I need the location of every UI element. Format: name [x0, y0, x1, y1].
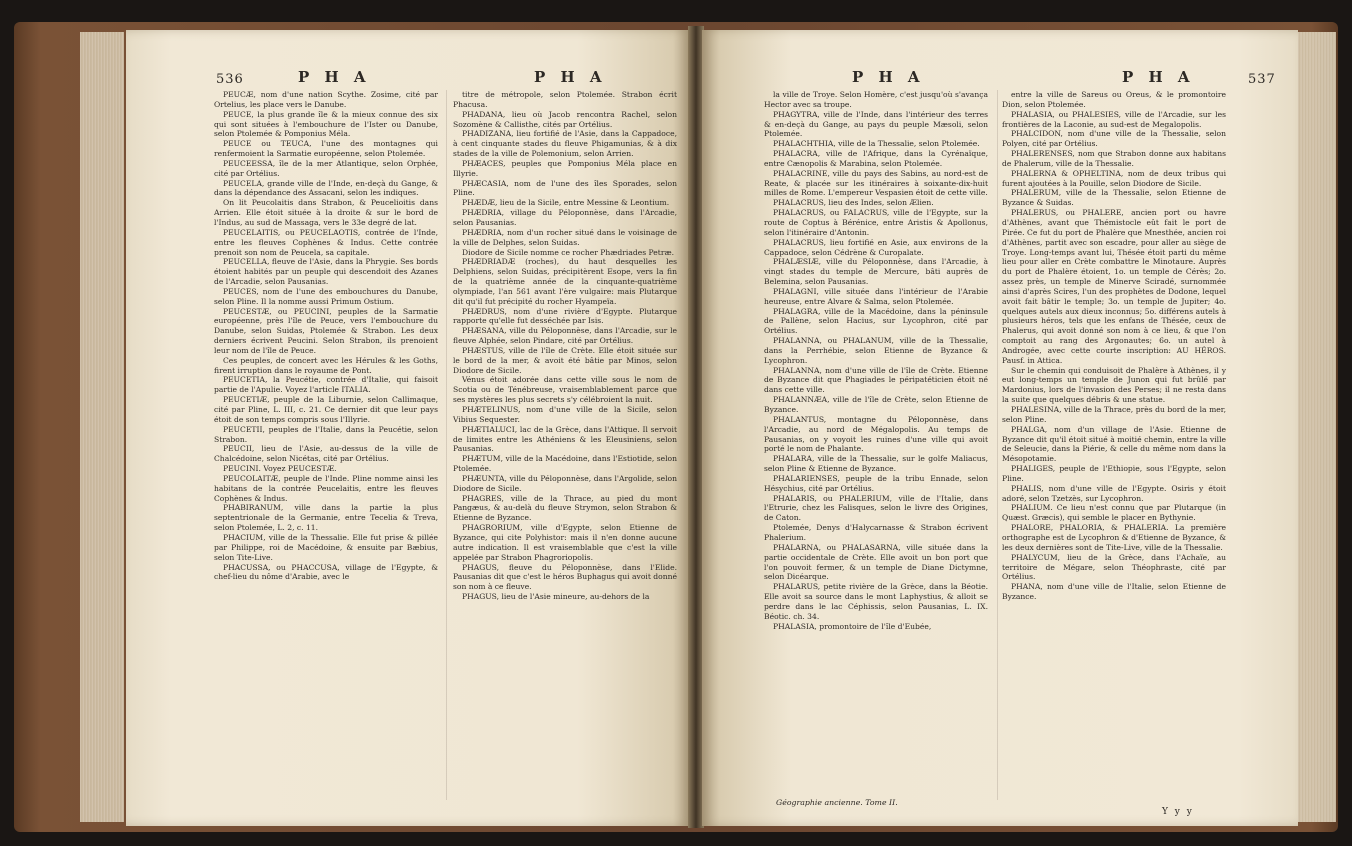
- column-divider: [997, 90, 998, 800]
- dictionary-entry: PHÆTELINUS, nom d'une ville de la Sicile, selon Vibius Sequester.: [453, 405, 677, 424]
- dictionary-entry: PHÆDÆ, lieu de la Sicile, entre Messine & Leontium.: [462, 198, 670, 208]
- dictionary-entry: PHALERUS, ou PHALERE, ancien port ou havre d'Athènes, avant que Thémistocle eût fait le port de Pirée. Ce fut du port de Phalère que Mnesthée, ancien roi d'Athènes, partit avec son escadre, pour aller au siège de Troye. Long-temps avant lui, Thésée étoit parti du même lieu pour aller en Crète combattre le Minotaure. Auprès du port de Phalère étoient, 1o. un temple de Cérès; 2o. assez près, un temple de Minerve Sciradé, surnommée ainsi d'après Scires, l'un des prophètes de Dodone, lequel avoit fait bâtir le temple; 3o. un temple de Jupiter; 4o. quelques autels aux dieux inconnus; 5o. différens autels à plusieurs héros, tels que les enfans de Thésée, ceux de Phalerus, qui avoit donné son nom à ce lieu, & que l'on comptoit au rang des Argonautes; 6o. un autel à Androgée, avec cette courte inscription: AU HÉROS. Pausf. in Attica.: [1002, 208, 1226, 365]
- dictionary-entry: PHALASIA, promontoire de l'île d'Eubée,: [773, 621, 932, 631]
- dictionary-entry: PHALIS, nom d'une ville de l'Egypte. Osiris y étoit adoré, selon Tzetzès, sur Lycophron.: [1002, 483, 1226, 503]
- dictionary-entry: PEUCELAITIS, ou PEUCELAOTIS, contrée de l'Inde, entre les fleuves Cophènes & Indus. Cette contrée prenoit son nom de Peucela, sa capitale.: [214, 227, 438, 257]
- signature-mark: Y y y: [1162, 807, 1194, 817]
- dictionary-entry: PHALERUM, ville de la Thessalie, selon Etienne de Byzance & Suidas.: [1002, 188, 1226, 208]
- dictionary-entry: PHAGUS, fleuve du Péloponnèse, dans l'Elide. Pausanias dit que c'est le héros Buphagus qui avoit donné son nom à ce fleuve.: [453, 562, 678, 592]
- dictionary-entry: PHAGYTRA, ville de l'Inde, dans l'intérieur des terres & en-deçà du Gange, au pays du peuple Mæsoli, selon Ptolemée.: [764, 109, 988, 139]
- dictionary-entry: PEUCINI. Voyez PEUCESTÆ.: [223, 464, 337, 474]
- dictionary-entry: PHALIUM. Ce lieu n'est connu que par Plutarque (in Quæst. Græcis), qui semble le placer en Bythynie.: [1002, 503, 1226, 523]
- dictionary-entry: PHALANNÆA, ville de l'île de Crète, selon Etienne de Byzance.: [764, 395, 988, 414]
- running-head-right-col2: P H A: [1122, 68, 1195, 86]
- dictionary-entry: Ces peuples, de concert avec les Hérules & les Goths, firent irruption dans le royaume de Pont.: [214, 355, 438, 375]
- dictionary-entry: titre de métropole, selon Ptolemée. Strabon écrit Phacusa.: [453, 90, 677, 109]
- dictionary-entry: PHALACRA, ville de l'Afrique, dans la Cyrénaïque, entre Cænopolis & Marabina, selon Ptolemée.: [764, 149, 988, 168]
- dictionary-entry: PEUCESTÆ, ou PEUCINI, peuples de la Sarmatie européenne, près l'île de Peuce, vers l'embouchure du Danube, selon Suidas, Ptolemée & Strabon. Les deux derniers écrivent Peucini. Selon Strabon, ils prenoient leur nom de l'île de Peuce.: [214, 306, 438, 355]
- dictionary-entry: PHACUSSA, ou PHACCUSA, village de l'Egypte, & chef-lieu du nôme d'Arabie, avec le: [214, 562, 438, 582]
- dictionary-entry: Ptolemée, Denys d'Halycarnasse & Strabon écrivent Phalerium.: [764, 523, 988, 542]
- dictionary-entry: PEUCEESSA, île de la mer Atlantique, selon Orphée, cité par Ortélius.: [214, 158, 438, 178]
- column-divider: [446, 90, 447, 800]
- right-page: [702, 30, 1298, 826]
- page-number-left: 536: [216, 72, 244, 87]
- dictionary-entry: PHALERENSES, nom que Strabon donne aux habitans de Phalerum, ville de la Thessalie.: [1002, 149, 1226, 168]
- dictionary-entry: PEUCETIA, la Peucétie, contrée d'Italie, qui faisoit partie de l'Apulie. Voyez l'article ITALIA.: [214, 375, 438, 395]
- dictionary-entry: PHALORE, PHALORIA, & PHALERIA. La première orthographe est de Lycophron & d'Etienne de Byzance, & les deux dernières sont de Tite-Live, ville de la Thessalie.: [1002, 523, 1226, 552]
- open-book: [14, 22, 1338, 832]
- dictionary-entry: PHALANNA, ou PHALANUM, ville de la Thessalie, dans la Perrhébie, selon Etienne de Byzance & Lycophron.: [764, 336, 988, 365]
- dictionary-entry: PHALGA, nom d'un village de l'Asie. Etienne de Byzance dit qu'il étoit situé à moitié chemin, entre la ville de Seleucie, dans la Piérie, & celle du même nom dans la Mésopotamie.: [1002, 424, 1226, 464]
- dictionary-entry: PHALERNA & OPHELTINA, nom de deux tribus qui furent ajoutées à la Pouille, selon Diodore de Sicile.: [1002, 168, 1226, 188]
- dictionary-entry: PHAGUS, lieu de l'Asie mineure, au-dehors de la: [462, 592, 650, 602]
- dictionary-entry: PEUCETIÆ, peuple de la Liburnie, selon Callimaque, cité par Pline, L. III, c. 21. Ce dernier dit que leur pays étoit de son temps compris sous l'Illyrie.: [214, 395, 438, 424]
- dictionary-entry: Vénus étoit adorée dans cette ville sous le nom de Scotia ou de Ténébreuse, vraisemblablement parce que ses mystères les plus secrets s'y célébroient la nuit.: [453, 375, 677, 405]
- dictionary-entry: PHÆDRUS, nom d'une rivière d'Egypte. Plutarque rapporte qu'elle fut desséchée par Isis.: [453, 306, 677, 326]
- left-page-column-2: [453, 90, 677, 602]
- dictionary-entry: PHALESINA, ville de la Thrace, près du bord de la mer, selon Pline.: [1002, 405, 1226, 424]
- dictionary-entry: PHÆTIALUCI, lac de la Grèce, dans l'Attique. Il servoit de limites entre les Athéniens & les Eleusiniens, selon Pausanias.: [453, 424, 677, 454]
- dictionary-entry: PEUCELA, grande ville de l'Inde, en-deçà du Gange, & dans la dépendance des Assacani, selon les indiques.: [214, 178, 438, 198]
- dictionary-entry: entre la ville de Sareus ou Oreus, & le promontoire Dion, selon Ptolemée.: [1002, 90, 1226, 109]
- dictionary-entry: PHALARA, ville de la Thessalie, sur le golfe Maliacus, selon Pline & Etienne de Byzance.: [764, 454, 988, 474]
- dictionary-entry: PEUCETII, peuples de l'Italie, dans la Peucétie, selon Strabon.: [214, 424, 438, 444]
- dictionary-entry: PHÆCASIA, nom de l'une des îles Sporades, selon Pline.: [453, 178, 677, 198]
- dictionary-entry: PHADIZANA, lieu fortifié de l'Asie, dans la Cappadoce, à cent cinquante stades du fleuve Phigamunias, & à dix stades de la ville de Polemonium, selon Arrien.: [453, 129, 677, 159]
- dictionary-entry: PHALARUS, petite rivière de la Grèce, dans la Béotie. Elle avoit sa source dans le mont Laphystius, & alloit se perdre dans le lac Céphissis, selon Pausanias, L. IX. Béotic. ch. 34.: [764, 582, 988, 621]
- dictionary-entry: PHÆDRIA, village du Péloponnèse, dans l'Arcadie, selon Pausanias.: [453, 208, 677, 227]
- dictionary-entry: PHÆDRIADÆ (roches), du haut desquelles les Delphiens, selon Suidas, précipitèrent Esope, vers la fin de la quatrième année de la cinquante-quatrième olympiade, l'an 561 avant l'ère vulgaire: mais Plutarque dit qu'il fut précipité du rocher Hyampeïa.: [453, 257, 677, 306]
- running-head-right-col1: P H A: [852, 68, 925, 86]
- right-page-edges: [1298, 32, 1336, 822]
- dictionary-entry: PHANA, nom d'une ville de l'Italie, selon Etienne de Byzance.: [1002, 582, 1226, 602]
- dictionary-entry: PHALACRINE, ville du pays des Sabins, au nord-est de Reate, & placée sur les itinéraires à soixante-dix-huit milles de Rome. L'empereur Vespasien étoit de cette ville.: [764, 168, 988, 198]
- page-number-right: 537: [1248, 72, 1276, 87]
- right-page-column-2: [1002, 90, 1226, 602]
- dictionary-entry: Diodore de Sicile nomme ce rocher Phædriades Petræ.: [462, 247, 675, 257]
- dictionary-entry: PHALARIENSES, peuple de la tribu Ennade, selon Hésychius, cité par Ortélius.: [764, 473, 988, 493]
- dictionary-entry: PHALACRUS, lieu fortifié en Asie, aux environs de la Cappadoce, selon Cédrène & Curopalate.: [764, 237, 988, 257]
- dictionary-entry: PHALANTUS, montagne du Péloponnèse, dans l'Arcadie, au nord de Mégalopolis. Au temps de Pausanias, on y voyoit les ruines d'une ville qui avoit porté le nom de Phalante.: [764, 414, 988, 454]
- dictionary-entry: PEUCE, la plus grande île & la mieux connue des six qui sont situées à l'embouchure de l'Ister ou Danube, selon Ptolemée & Pomponius Méla.: [214, 109, 438, 139]
- left-page-column-1: [214, 90, 438, 582]
- dictionary-entry: PHÆSANA, ville du Péloponnèse, dans l'Arcadie, sur le fleuve Alphée, selon Pindare, cité par Ortélius.: [453, 326, 677, 346]
- left-page-edges: [80, 32, 124, 822]
- dictionary-entry: PHÆACES, peuples que Pomponius Méla place en Illyrie.: [453, 158, 677, 178]
- dictionary-entry: PEUCES, nom de l'une des embouchures du Danube, selon Pline. Il la nomme aussi Primum Ostium.: [214, 286, 438, 306]
- dictionary-entry: PEUCII, lieu de l'Asie, au-dessus de la ville de Chalcédoine, selon Nicétas, cité par Ortélius.: [214, 444, 438, 464]
- dictionary-entry: PHABIRANUM, ville dans la partie la plus septentrionale de la Germanie, entre Tecelia & Treva, selon Ptolemée, L. 2, c. 11.: [214, 503, 438, 533]
- dictionary-entry: PHALARNA, ou PHALASARNA, ville située dans la partie occidentale de Crète. Elle avoit un bon port que l'on pouvoit fermer, & un temple de Diane Dictymne, selon Dicéarque.: [764, 542, 988, 582]
- dictionary-entry: PEUCE ou TEUCA, l'une des montagnes qui renfermoient la Sarmatie européenne, selon Ptolemée.: [214, 139, 438, 159]
- dictionary-entry: PHALÆSIÆ, ville du Péloponnèse, dans l'Arcadie, à vingt stades du temple de Mercure, bâti auprès de Belemina, selon Pausanias.: [764, 257, 988, 287]
- dictionary-entry: PHALARIS, ou PHALERIUM, ville de l'Italie, dans l'Etrurie, chez les Falisques, selon le livre des Origines, de Caton.: [764, 493, 988, 523]
- dictionary-entry: PHALACRUS, ou FALACRUS, ville de l'Egypte, sur la route de Coptus à Bérénice, entre Aristis & Apollonus, selon l'itinéraire d'Antonin.: [764, 208, 988, 237]
- dictionary-entry: PHÆTUM, ville de la Macédoine, dans l'Estiotide, selon Ptolemée.: [453, 454, 677, 474]
- dictionary-entry: PHACIUM, ville de la Thessalie. Elle fut prise & pillée par Philippe, roi de Macédoine, & ensuite par Bæbius, selon Tite-Live.: [214, 532, 438, 562]
- dictionary-entry: PHALAGNI, ville située dans l'intérieur de l'Arabie heureuse, entre Alvare & Salma, selon Ptolemée.: [764, 286, 988, 306]
- left-page: [126, 30, 690, 826]
- running-head-left-col1: P H A: [298, 68, 371, 86]
- dictionary-entry: PHALIGES, peuple de l'Ethiopie, sous l'Egypte, selon Pline.: [1002, 464, 1226, 483]
- dictionary-entry: PHALCIDON, nom d'une ville de la Thessalie, selon Polyen, cité par Ortélius.: [1002, 129, 1226, 149]
- dictionary-entry: Sur le chemin qui conduisoit de Phalère à Athènes, il y eut long-temps un temple de Junon qui fut brûlé par Mardonius, lors de l'invasion des Perses; il ne resta dans la suite que quelques débris & une statue.: [1002, 365, 1226, 405]
- right-page-column-1: [764, 90, 988, 631]
- dictionary-entry: PHALACHTHIA, ville de la Thessalie, selon Ptolemée.: [773, 139, 980, 149]
- dictionary-entry: PEUCOLAITÆ, peuple de l'Inde. Pline nomme ainsi les habitans de la contrée Peucelaitis, entre les fleuves Cophènes & Indus.: [214, 473, 438, 503]
- dictionary-entry: PHAGRES, ville de la Thrace, au pied du mont Pangæus, & au-delà du fleuve Strymon, selon Strabon & Etienne de Byzance.: [453, 493, 677, 523]
- dictionary-entry: PHÆDRIA, nom d'un rocher situé dans le voisinage de la ville de Delphes, selon Suidas.: [453, 227, 677, 247]
- dictionary-entry: PEUCÆ, nom d'une nation Scythe. Zosime, cité par Ortelius, les place vers le Danube.: [214, 90, 438, 109]
- dictionary-entry: PHADANA, lieu où Jacob rencontra Rachel, selon Sozomène & Callisthe, cités par Ortélius.: [453, 109, 677, 129]
- dictionary-entry: la ville de Troye. Selon Homère, c'est jusqu'où s'avança Hector avec sa troupe.: [764, 90, 988, 109]
- running-head-left-col2: P H A: [534, 68, 607, 86]
- dictionary-entry: PHALANNA, nom d'une ville de l'île de Crète. Etienne de Byzance dit que Phagiades le péripatéticien étoit né dans cette ville.: [764, 365, 988, 395]
- dictionary-entry: PHALYCUM, lieu de la Grèce, dans l'Achaïe, au territoire de Mégare, selon Théophraste, cité par Ortélius.: [1002, 552, 1226, 582]
- dictionary-entry: PHÆSTUS, ville de l'île de Crète. Elle étoit située sur le bord de la mer, & avoit été bâtie par Minos, selon Diodore de Sicile.: [453, 345, 677, 375]
- dictionary-entry: On lit Peucolaitis dans Strabon, & Peucelioitis dans Arrien. Elle étoit située à la droite & sur le bord de l'Indus, au sud de Massaga, vers le 33e degré de lat.: [214, 198, 438, 227]
- dictionary-entry: PEUCELLA, fleuve de l'Asie, dans la Phrygie. Ses bords étoient habités par un peuple qui descendoit des Azanes de l'Arcadie, selon Pausanias.: [214, 257, 438, 287]
- dictionary-entry: PHALAGRA, ville de la Macédoine, dans la péninsule de Pallène, selon Hacius, sur Lycophron, cité par Ortélius.: [764, 306, 988, 336]
- dictionary-entry: PHÆUNTA, ville du Péloponnèse, dans l'Argolide, selon Diodore de Sicile.: [453, 473, 677, 493]
- dictionary-entry: PHAGRORIUM, ville d'Egypte, selon Etienne de Byzance, qui cite Polyhistor: mais il n'en donne aucune autre indication. Il est vraisemblable que c'est la ville appelée par Strabon Phagroriopolis.: [453, 523, 677, 562]
- dictionary-entry: PHALACRUS, lieu des Indes, selon Ælien.: [773, 198, 934, 208]
- page-footer: Géographie ancienne. Tome II.: [776, 798, 898, 807]
- dictionary-entry: PHALASIA, ou PHALESIES, ville de l'Arcadie, sur les frontières de la Laconie, au sud-est de Megalopolis.: [1002, 109, 1226, 129]
